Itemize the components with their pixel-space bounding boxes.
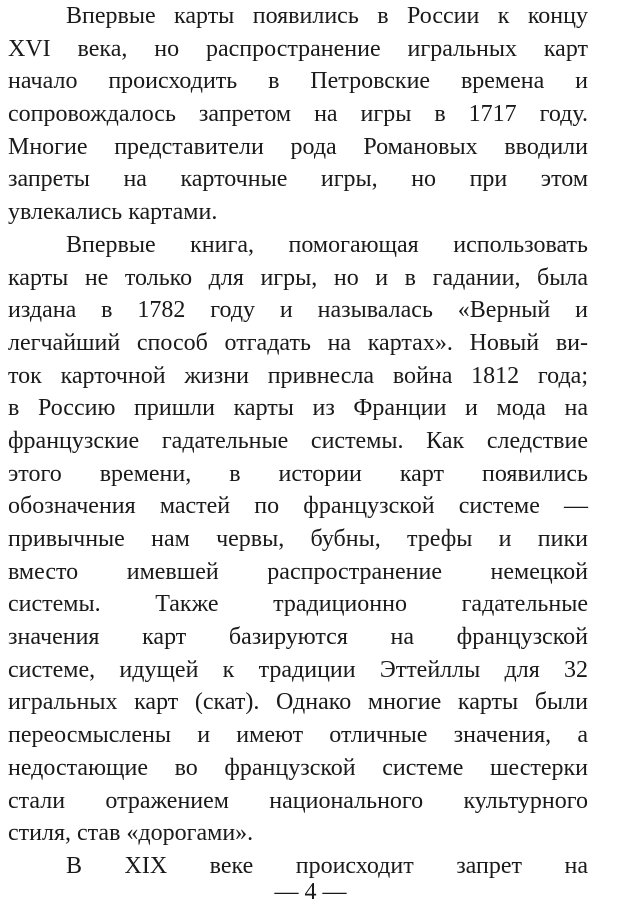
paragraph-2-line-13: значения карт базируются на французской bbox=[8, 624, 588, 651]
paragraph-2-line-11: вместо имевшей распространение немецкой bbox=[8, 558, 588, 585]
paragraph-1-line-5: Многие представители рода Романовых вводили bbox=[8, 133, 588, 160]
paragraph-2-line-4: легчайший способ отгадать на картах». Новый ви- bbox=[8, 329, 588, 356]
paragraph-2-line-18: стали отражением национального культурного bbox=[8, 787, 588, 814]
paragraph-2-line-9: обозначения мастей по французской системе — bbox=[8, 493, 588, 520]
paragraph-3-line-1: В XIX веке происходит запрет на bbox=[66, 852, 588, 879]
paragraph-2-line-7: французские гадательные системы. Как следствие bbox=[8, 427, 588, 454]
paragraph-2-line-19: стиля, став «дорогами». bbox=[8, 820, 254, 847]
paragraph-2-line-8: этого времени, в истории карт появились bbox=[8, 460, 588, 487]
paragraph-2-line-5: ток карточной жизни привнесла война 1812 года; bbox=[8, 362, 588, 389]
paragraph-2-line-12: системы. Также традиционно гадательные bbox=[8, 591, 588, 618]
paragraph-1-line-2: XVI века, но распространение игральных карт bbox=[8, 35, 588, 62]
page-number: — 4 — bbox=[274, 879, 347, 905]
body-text bbox=[8, 0, 588, 883]
paragraph-2-line-10: привычные нам червы, бубны, трефы и пики bbox=[8, 526, 588, 552]
paragraph-2-line-3: издана в 1782 году и называлась «Верный и bbox=[8, 297, 588, 324]
paragraph-1-line-6: запреты на карточные игры, но при этом bbox=[8, 166, 588, 193]
paragraph-1-line-1: Впервые карты появились в России к концу bbox=[66, 3, 588, 29]
paragraph-2-line-1: Впервые книга, помогающая использовать bbox=[66, 231, 588, 258]
paragraph-1-line-3: начало происходить в Петровские времена и bbox=[8, 68, 588, 95]
paragraph-1-line-7: увлекались картами. bbox=[8, 199, 218, 226]
paragraph-1-line-4: сопровождалось запретом на игры в 1717 году. bbox=[8, 101, 588, 128]
paragraph-2-line-16: переосмыслены и имеют отличные значения, а bbox=[8, 722, 588, 749]
paragraph-2-line-15: игральных карт (скат). Однако многие карты были bbox=[8, 689, 588, 716]
paragraph-2-line-6: в Россию пришли карты из Франции и мода на bbox=[8, 395, 588, 422]
paragraph-2-line-14: системе, идущей к традиции Эттейллы для 32 bbox=[8, 656, 588, 683]
paragraph-2-line-17: недостающие во французской системе шестерки bbox=[8, 754, 588, 781]
paragraph-2-line-2: карты не только для игры, но и в гадании, была bbox=[8, 264, 588, 291]
